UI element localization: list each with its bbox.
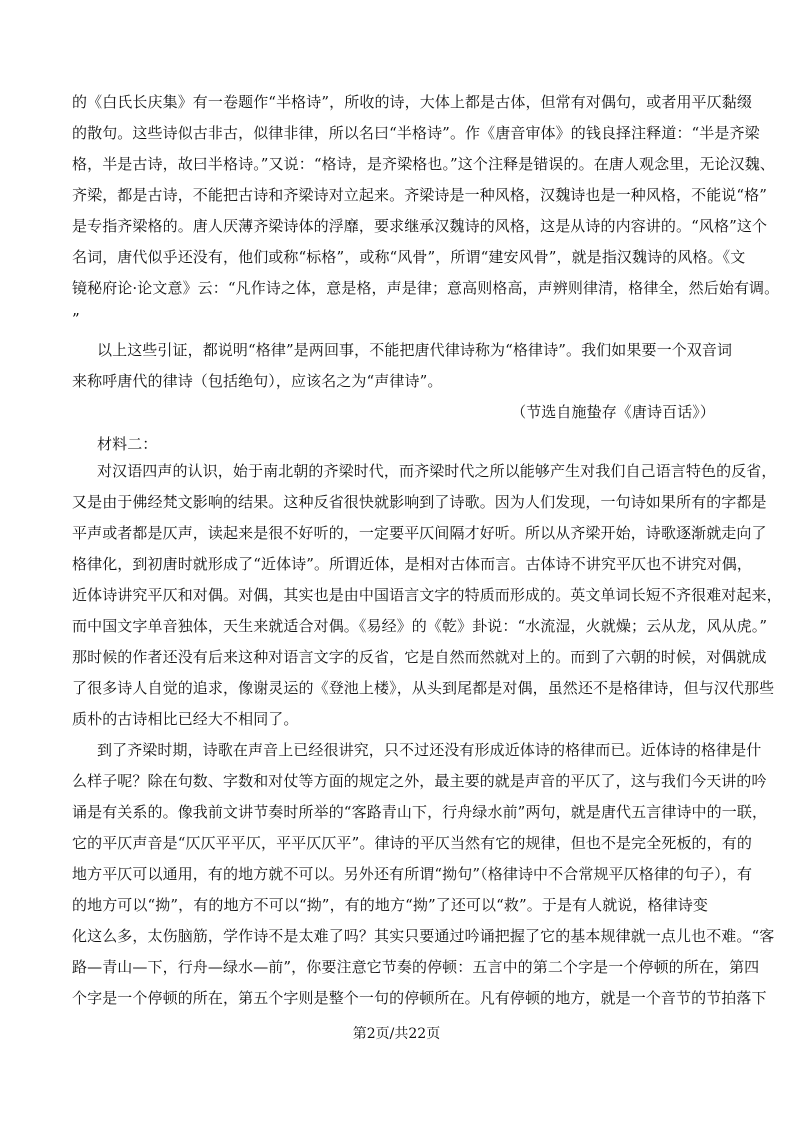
paragraph-line: 到了齐梁时期，诗歌在声音上已经很讲究，只不过还没有形成近体诗的格律而已。近体诗的格律是什 [97,741,762,759]
paragraph-line: 齐梁，都是古诗，不能把古诗和齐梁诗对立起来。齐梁诗是一种风格，汉魏诗也是一种风格，不能说“格” [72,186,768,204]
paragraph-line: 个字是一个停顿的所在，第五个字则是整个一句的停顿所在。凡有停顿的地方，就是一个音节的节拍落下 [72,989,767,1007]
paragraph-line: 以上这些引证，都说明“格律”是两回事，不能把唐代律诗称为“格律诗”。我们如果要一个双音词 [97,341,733,359]
source-citation: （节选自施蛰存《唐诗百话》） [511,403,715,421]
paragraph-line: 近体诗讲究平仄和对偶。对偶，其实也是由中国语言文字的特质而形成的。英文单词长短不齐很难对起来， [72,586,782,604]
paragraph-line: 化这么多，太伤脑筋，学作诗不是太难了吗？其实只要通过吟诵把握了它的基本规律就一点儿也不难。“客 [72,927,775,945]
paragraph-line: 那时候的作者还没有后来这种对语言文字的反省，它是自然而然就对上的。而到了六朝的时候，对偶就成 [72,648,767,666]
paragraph-line: 名词，唐代似乎还没有，他们或称“标格”，或称“风骨”，所谓“建安风骨”，就是指汉魏诗的风格。《文 [72,248,746,266]
paragraph-line: 诵是有关系的。像我前文讲节奏时所举的“客路青山下，行舟绿水前”两句，就是唐代五言律诗中的一联， [72,803,768,821]
paragraph-line: 地方平仄可以通用，有的地方就不可以。另外还有所谓“拗句”（格律诗中不合常规平仄格律的句子），有 [72,865,753,883]
paragraph-line: 来称呼唐代的律诗（包括绝句），应该名之为“声律诗”。 [72,372,443,390]
paragraph-line: 是专指齐梁格的。唐人厌薄齐梁诗体的浮靡，要求继承汉魏诗的风格，这是从诗的内容讲的。“风格”这个 [72,217,768,235]
paragraph-line: 而中国文字单音独体，天生来就适合对偶。《易经》的《乾》卦说：“水流湿，火就燥；云从龙，风从虎。” [72,617,768,635]
paragraph-line: 格律化，到初唐时就形成了“近体诗”。所谓近体，是相对古体而言。古体诗不讲究平仄也不讲究对偶， [72,555,752,573]
paragraph-line: 对汉语四声的认识，始于南北朝的齐梁时代，而齐梁时代之所以能够产生对我们自己语言特色的反省， [97,462,777,480]
page-footer: 第2页/共22页 [352,1026,441,1042]
paragraph-line: 镜秘府论·论文意》云：“凡作诗之体，意是格，声是律；意高则格高，声辨则律清，格律全，然后始有调。 [72,279,780,297]
paragraph-line: 的《白氏长庆集》有一卷题作“半格诗”，所收的诗，大体上都是古体，但常有对偶句，或者用平仄黏缀 [72,93,752,111]
paragraph-line: 路—青山—下，行舟—绿水—前”，你要注意它节奏的停顿：五言中的第二个字是一个停顿的所在，第四 [72,958,760,976]
paragraph-line: ” [72,310,80,328]
section-heading: 材料二： [97,435,158,453]
paragraph-line: 质朴的古诗相比已经大不相同了。 [72,710,299,728]
paragraph-line: 的散句。这些诗似古非古，似律非律，所以名曰“半格诗”。作《唐音审体》的钱良择注释道：“半是齐梁 [72,124,760,142]
paragraph-line: 格，半是古诗，故曰半格诗。”又说：“格诗，是齐梁格也。”这个注释是错误的。在唐人观念里，无论汉魏、 [72,155,775,173]
paragraph-line: 平声或者都是仄声，读起来是很不好听的，一定要平仄间隔才好听。所以从齐梁开始，诗歌逐渐就走向了 [72,524,767,542]
paragraph-line: 么样子呢？除在句数、字数和对仗等方面的规定之外，最主要的就是声音的平仄了，这与我们今天讲的吟 [72,772,767,790]
paragraph-line: 了很多诗人自觉的追求，像谢灵运的《登池上楼》，从头到尾都是对偶，虽然还不是格律诗，但与汉代那些 [72,679,775,697]
paragraph-line: 它的平仄声音是“仄仄平平仄，平平仄仄平”。律诗的平仄当然有它的规律，但也不是完全死板的，有的 [72,834,752,852]
paragraph-line: 的地方可以“拗”，有的地方不可以“拗”，有的地方“拗”了还可以“救”。于是有人就说，格律诗变 [72,896,708,914]
paragraph-line: 又是由于佛经梵文影响的结果。这种反省很快就影响到了诗歌。因为人们发现，一句诗如果所有的字都是 [72,493,767,511]
